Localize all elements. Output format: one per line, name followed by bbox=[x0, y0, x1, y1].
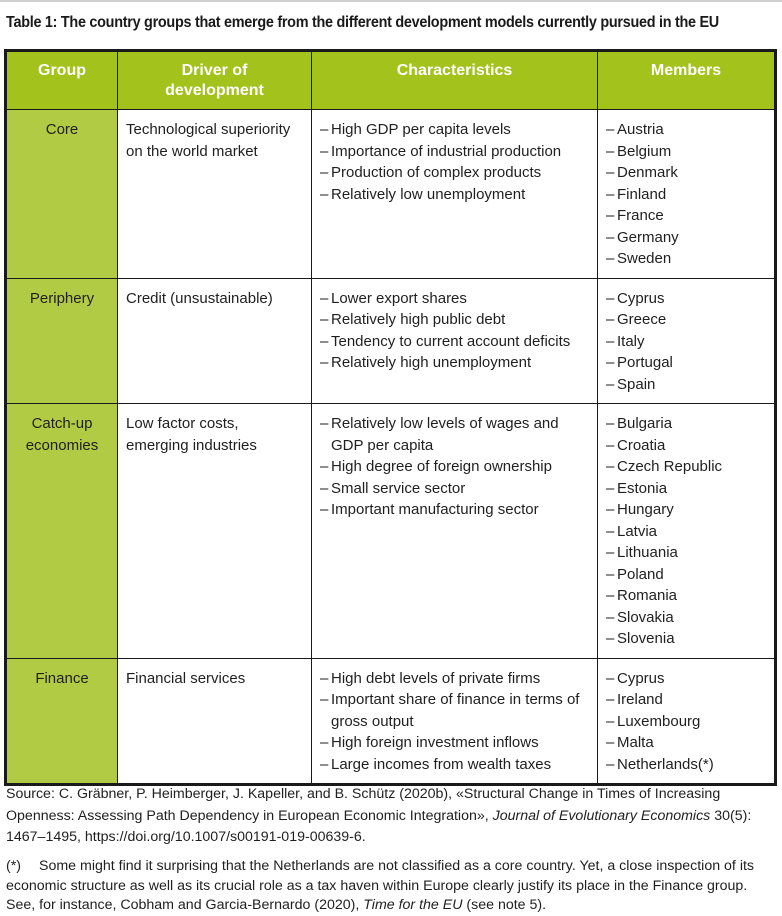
header-driver-line: Driver of bbox=[181, 62, 248, 79]
member-cell bbox=[598, 278, 776, 404]
dash-bullet-icon: – bbox=[320, 164, 329, 181]
characteristic-text: Production of complex products bbox=[331, 164, 542, 181]
dash-bullet-icon: – bbox=[320, 501, 329, 518]
characteristic-item bbox=[320, 689, 589, 732]
group-name: Core bbox=[45, 121, 79, 138]
member-text: Czech Republic bbox=[617, 458, 723, 475]
table-body bbox=[6, 110, 776, 785]
group-name: Periphery bbox=[29, 289, 95, 307]
member-text: Luxembourg bbox=[617, 712, 701, 730]
member-item bbox=[606, 309, 766, 331]
characteristic-text: High degree of foreign ownership bbox=[331, 458, 552, 475]
dash-bullet-icon: – bbox=[606, 544, 615, 561]
member-text: Spain bbox=[617, 375, 656, 393]
dash-bullet-icon: – bbox=[320, 691, 329, 708]
member-text: Austria bbox=[617, 121, 664, 138]
source-journal: Journal of Evolutionary Economics bbox=[492, 807, 711, 824]
table-title: Table 1: The country groups that emerge from the different development models currently pursued in the EU bbox=[6, 14, 719, 31]
source-suffix: 30(5): 1467–1495, https://doi.org/10.1007/s00191-019-00639-6. bbox=[6, 807, 752, 845]
dash-bullet-icon: – bbox=[320, 354, 329, 371]
dash-bullet-icon: – bbox=[606, 691, 615, 708]
dash-bullet-icon: – bbox=[606, 501, 615, 518]
member-text: Greece bbox=[617, 311, 667, 328]
characteristic-item bbox=[320, 499, 589, 521]
characteristic-item bbox=[320, 184, 589, 206]
header-characteristics: Characteristics bbox=[312, 51, 598, 110]
characteristic-item bbox=[320, 288, 589, 310]
characteristic-cell bbox=[312, 658, 598, 785]
dash-bullet-icon: – bbox=[606, 185, 615, 203]
header-group: Group bbox=[6, 51, 118, 110]
member-item bbox=[606, 184, 766, 206]
table-row bbox=[6, 110, 776, 279]
member-item bbox=[606, 331, 766, 353]
member-text: Latvia bbox=[617, 522, 658, 540]
dash-bullet-icon: – bbox=[606, 250, 615, 267]
dash-bullet-icon: – bbox=[320, 734, 329, 751]
characteristic-cell bbox=[312, 278, 598, 404]
group-cell bbox=[6, 278, 118, 404]
characteristic-item bbox=[320, 141, 589, 163]
member-item bbox=[606, 227, 766, 249]
country-groups-table bbox=[4, 49, 777, 786]
member-item bbox=[606, 141, 766, 163]
member-text: Ireland bbox=[617, 691, 663, 708]
dash-bullet-icon: – bbox=[606, 565, 615, 583]
member-text: Belgium bbox=[617, 142, 672, 160]
member-item bbox=[606, 689, 766, 711]
header-driver bbox=[118, 51, 312, 110]
footnote-mark: (*) bbox=[6, 858, 21, 874]
driver-cell: Credit (unsustainable) bbox=[118, 278, 312, 404]
driver-cell: Low factor costs, emerging industries bbox=[118, 404, 312, 659]
member-text: Cyprus bbox=[617, 669, 665, 687]
member-item bbox=[606, 352, 766, 374]
member-item bbox=[606, 288, 766, 310]
member-text: Croatia bbox=[617, 436, 666, 454]
characteristic-text: Relatively low levels of wages and GDP per capita bbox=[331, 415, 559, 454]
dash-bullet-icon: – bbox=[606, 354, 615, 371]
characteristic-item bbox=[320, 413, 589, 456]
characteristic-text: Lower export shares bbox=[331, 289, 467, 307]
member-text: Netherlands(*) bbox=[617, 755, 714, 773]
table-row bbox=[6, 278, 776, 404]
dash-bullet-icon: – bbox=[606, 608, 615, 626]
member-text: Sweden bbox=[617, 250, 672, 267]
characteristic-item bbox=[320, 668, 589, 690]
dash-bullet-icon: – bbox=[320, 479, 329, 497]
characteristic-text: Important share of finance in terms of gross output bbox=[331, 691, 580, 730]
dash-bullet-icon: – bbox=[606, 755, 615, 773]
member-item bbox=[606, 205, 766, 227]
member-item bbox=[606, 248, 766, 270]
member-text: Finland bbox=[617, 185, 667, 203]
characteristic-text: Important manufacturing sector bbox=[331, 501, 539, 518]
member-text: Hungary bbox=[617, 501, 674, 518]
characteristic-text: Tendency to current account deficits bbox=[331, 332, 571, 350]
dash-bullet-icon: – bbox=[320, 332, 329, 350]
member-item bbox=[606, 521, 766, 543]
characteristic-item bbox=[320, 456, 589, 478]
dash-bullet-icon: – bbox=[320, 755, 329, 773]
dash-bullet-icon: – bbox=[320, 185, 329, 203]
characteristic-text: High foreign investment inflows bbox=[331, 734, 539, 751]
member-item bbox=[606, 499, 766, 521]
member-item bbox=[606, 668, 766, 690]
member-cell bbox=[598, 658, 776, 785]
dash-bullet-icon: – bbox=[320, 669, 329, 687]
dash-bullet-icon: – bbox=[606, 712, 615, 730]
member-text: Estonia bbox=[617, 479, 668, 497]
member-text: Italy bbox=[617, 332, 645, 350]
member-item bbox=[606, 732, 766, 754]
driver-cell: Technological superiority on the world market bbox=[118, 110, 312, 279]
header-members: Members bbox=[598, 51, 776, 110]
dash-bullet-icon: – bbox=[606, 415, 615, 432]
member-item bbox=[606, 478, 766, 500]
characteristic-text: Relatively high unemployment bbox=[331, 354, 532, 371]
dash-bullet-icon: – bbox=[606, 479, 615, 497]
dash-bullet-icon: – bbox=[606, 121, 615, 138]
member-item bbox=[606, 374, 766, 396]
group-name: Catch-up bbox=[31, 415, 93, 432]
member-text: Germany bbox=[617, 228, 679, 246]
member-item bbox=[606, 585, 766, 607]
characteristic-item bbox=[320, 309, 589, 331]
member-item bbox=[606, 413, 766, 435]
dash-bullet-icon: – bbox=[606, 375, 615, 393]
group-name: Finance bbox=[35, 669, 89, 687]
characteristic-item bbox=[320, 162, 589, 184]
dash-bullet-icon: – bbox=[320, 458, 329, 475]
table-header-row bbox=[6, 51, 776, 110]
characteristic-cell bbox=[312, 110, 598, 279]
member-text: Malta bbox=[617, 734, 654, 751]
dash-bullet-icon: – bbox=[320, 121, 329, 138]
member-text: Poland bbox=[617, 565, 664, 583]
characteristic-text: High GDP per capita levels bbox=[331, 121, 511, 138]
dash-bullet-icon: – bbox=[606, 587, 615, 604]
member-text: Lithuania bbox=[617, 544, 678, 561]
member-item bbox=[606, 711, 766, 733]
characteristic-text: Importance of industrial production bbox=[331, 142, 562, 160]
characteristic-text: Relatively high public debt bbox=[331, 311, 506, 328]
dash-bullet-icon: – bbox=[606, 436, 615, 454]
member-item bbox=[606, 754, 766, 776]
group-cell bbox=[6, 404, 118, 659]
characteristic-cell bbox=[312, 404, 598, 659]
dash-bullet-icon: – bbox=[320, 142, 329, 160]
source-citation bbox=[6, 784, 776, 849]
source-text: Source: C. Gräbner, P. Heimberger, J. Kapeller, and B. Schütz (2020b), «Structural Change in Times of Increasing Openness: Assessing Path Dependency in European Economic Integration», bbox=[6, 786, 721, 824]
member-item bbox=[606, 435, 766, 457]
dash-bullet-icon: – bbox=[606, 289, 615, 307]
table-row bbox=[6, 404, 776, 659]
dash-bullet-icon: – bbox=[606, 332, 615, 350]
characteristic-text: High debt levels of private firms bbox=[331, 669, 541, 687]
group-name: economies bbox=[25, 436, 99, 454]
footnote bbox=[6, 857, 776, 916]
footnote-text: Some might find it surprising that the Netherlands are not classified as a core country. Yet, a close inspection of its economic structure as well as its crucial role as a tax haven within Europe clearly justify its place in the Finance group. See, for instance, Cobham and Garcia-Bernardo (2020), bbox=[6, 858, 755, 913]
dash-bullet-icon: – bbox=[606, 164, 615, 181]
dash-bullet-icon: – bbox=[606, 669, 615, 687]
table-row bbox=[6, 658, 776, 785]
dash-bullet-icon: – bbox=[606, 630, 615, 647]
dash-bullet-icon: – bbox=[606, 142, 615, 160]
driver-cell: Financial services bbox=[118, 658, 312, 785]
member-text: Slovakia bbox=[617, 608, 674, 626]
member-item bbox=[606, 628, 766, 650]
footnote-text-end: (see note 5). bbox=[462, 897, 547, 913]
member-text: Bulgaria bbox=[617, 415, 673, 432]
dash-bullet-icon: – bbox=[606, 311, 615, 328]
characteristic-text: Small service sector bbox=[331, 479, 466, 497]
member-item bbox=[606, 456, 766, 478]
top-divider bbox=[0, 0, 782, 2]
member-item bbox=[606, 542, 766, 564]
dash-bullet-icon: – bbox=[606, 458, 615, 475]
member-item bbox=[606, 564, 766, 586]
characteristic-item bbox=[320, 732, 589, 754]
characteristic-item bbox=[320, 754, 589, 776]
group-cell bbox=[6, 658, 118, 785]
dash-bullet-icon: – bbox=[606, 228, 615, 246]
characteristic-item bbox=[320, 331, 589, 353]
group-cell bbox=[6, 110, 118, 279]
characteristic-text: Large incomes from wealth taxes bbox=[331, 755, 552, 773]
header-driver-line: development bbox=[165, 82, 264, 99]
dash-bullet-icon: – bbox=[606, 522, 615, 540]
member-item bbox=[606, 119, 766, 141]
dash-bullet-icon: – bbox=[320, 415, 329, 432]
member-item bbox=[606, 162, 766, 184]
member-text: Cyprus bbox=[617, 289, 665, 307]
dash-bullet-icon: – bbox=[606, 734, 615, 751]
member-text: Denmark bbox=[617, 164, 678, 181]
characteristic-item bbox=[320, 478, 589, 500]
footnote-italic: Time for the EU bbox=[363, 897, 463, 913]
characteristic-item bbox=[320, 352, 589, 374]
dash-bullet-icon: – bbox=[320, 289, 329, 307]
member-cell bbox=[598, 110, 776, 279]
dash-bullet-icon: – bbox=[320, 311, 329, 328]
member-text: France bbox=[617, 207, 664, 224]
characteristic-text: Relatively low unemployment bbox=[331, 185, 526, 203]
dash-bullet-icon: – bbox=[606, 207, 615, 224]
member-cell bbox=[598, 404, 776, 659]
member-text: Slovenia bbox=[617, 630, 675, 647]
member-text: Romania bbox=[617, 587, 678, 604]
characteristic-item bbox=[320, 119, 589, 141]
member-item bbox=[606, 607, 766, 629]
member-text: Portugal bbox=[617, 354, 673, 371]
